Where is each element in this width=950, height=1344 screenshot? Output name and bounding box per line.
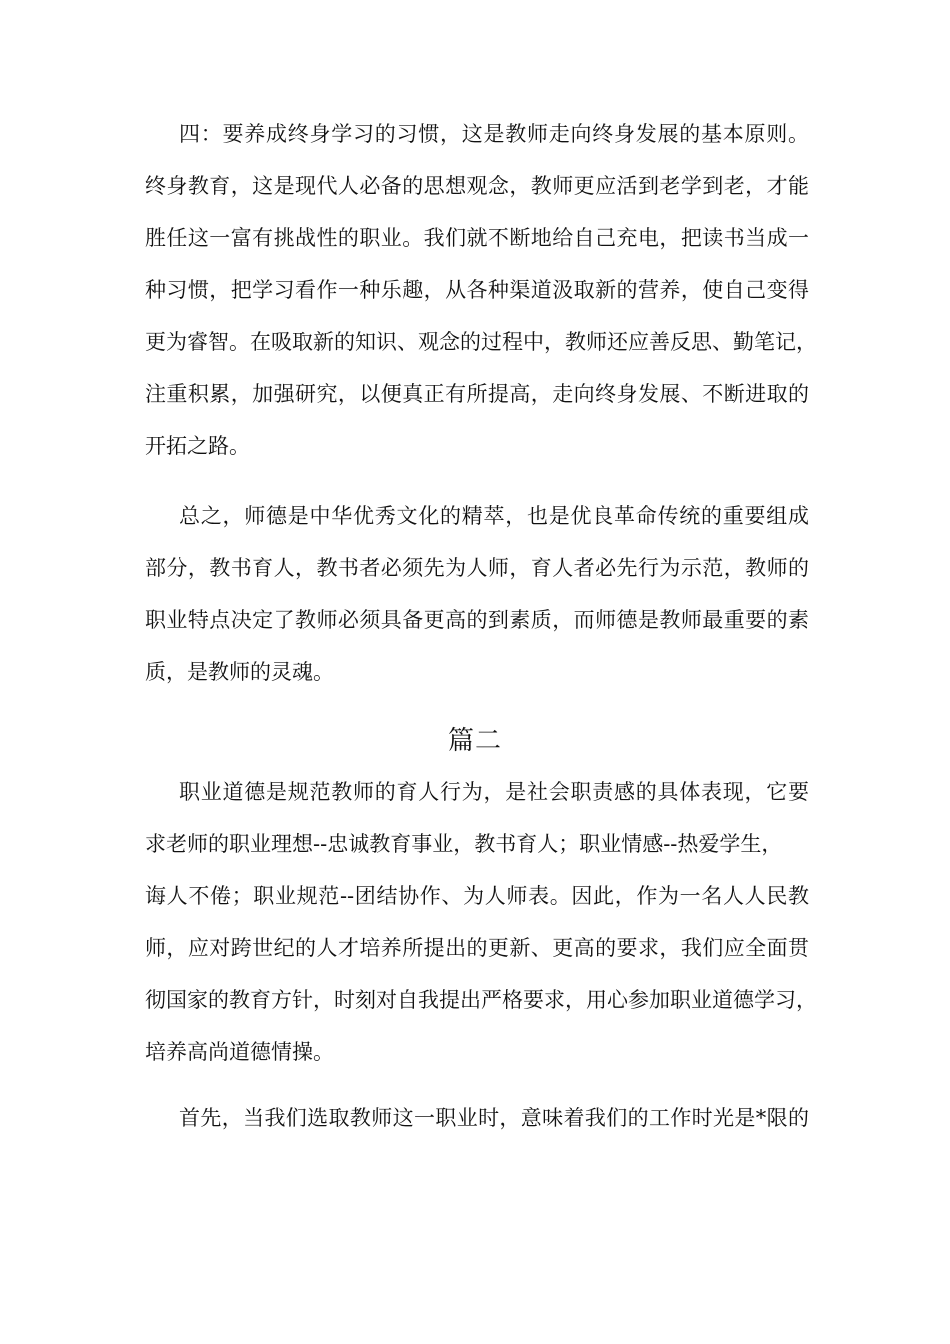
text-line: 种习惯，把学习看作一种乐趣，从各种渠道汲取新的营养，使自己变得 <box>145 278 809 302</box>
text-line: 培养高尚道德情操。 <box>145 1040 334 1064</box>
text-line: 首先，当我们选取教师这一职业时，意味着我们的工作时光是*限的 <box>179 1106 809 1130</box>
text-line: 终身教育，这是现代人必备的思想观念，教师更应活到老学到老，才能 <box>145 174 809 198</box>
text-line: 更为睿智。在吸取新的知识、观念的过程中，教师还应善反思、勤笔记， <box>145 330 817 354</box>
text-line: 求老师的职业理想--忠诚教育事业，教书育人；职业情感--热爱学生， <box>145 832 783 856</box>
text-line: 职业道德是规范教师的育人行为，是社会职责感的具体表现，它要 <box>179 780 809 804</box>
text-line: 总之，师德是中华优秀文化的精萃，也是优良革命传统的重要组成 <box>179 504 809 528</box>
paragraph-conclusion <box>145 490 809 698</box>
text-line: 胜任这一富有挑战性的职业。我们就不断地给自己充电，把读书当成一 <box>145 226 809 250</box>
text-line: 注重积累，加强研究，以便真正有所提高，走向终身发展、不断进取的 <box>145 382 809 406</box>
paragraph-professional-ethics <box>145 766 817 1078</box>
text-line: 师，应对跨世纪的人才培养所提出的更新、更高的要求，我们应全面贯 <box>145 936 809 960</box>
text-line: 诲人不倦；职业规范--团结协作、为人师表。因此，作为一名人人民教 <box>145 884 809 908</box>
text-line: 质，是教师的灵魂。 <box>145 660 334 684</box>
paragraph-first-point <box>145 1092 809 1144</box>
text-line: 开拓之路。 <box>145 434 250 458</box>
text-line: 四：要养成终身学习的习惯，这是教师走向终身发展的基本原则。 <box>179 122 809 146</box>
text-line: 彻国家的教育方针，时刻对自我提出严格要求，用心参加职业道德学习， <box>145 988 817 1012</box>
text-line: 部分，教书育人，教书者必须先为人师，育人者必先行为示范，教师的 <box>145 556 809 580</box>
text-line: 职业特点决定了教师必须具备更高的到素质，而师德是教师最重要的素 <box>145 608 809 632</box>
section-heading: 篇二 <box>447 726 502 756</box>
paragraph-lifelong-learning <box>145 108 817 472</box>
